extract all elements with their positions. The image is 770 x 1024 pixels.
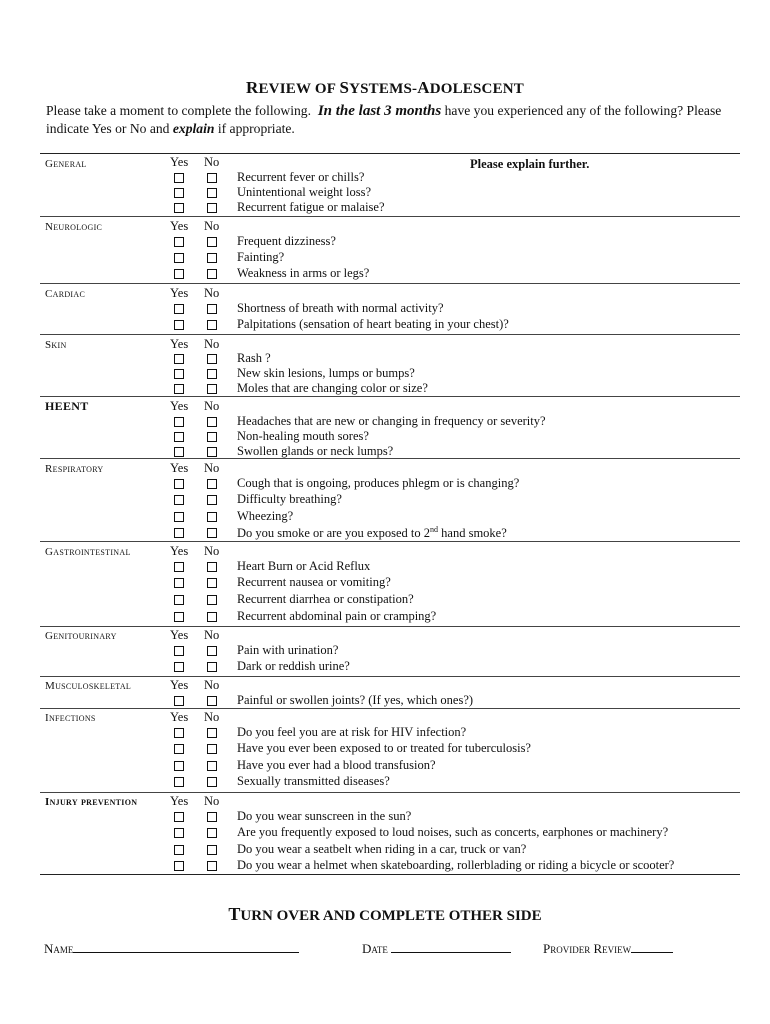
question-row: Wheezing?: [40, 509, 740, 525]
question-row: Pain with urination?: [40, 643, 740, 659]
no-checkbox[interactable]: [207, 253, 217, 263]
no-checkbox[interactable]: [207, 173, 217, 183]
yes-checkbox[interactable]: [174, 812, 184, 822]
no-checkbox[interactable]: [207, 761, 217, 771]
section-genitourinary: [40, 626, 740, 677]
yes-checkbox[interactable]: [174, 354, 184, 364]
question-row: Frequent dizziness?: [40, 234, 740, 250]
question-row: Fainting?: [40, 250, 740, 266]
no-checkbox[interactable]: [207, 528, 217, 538]
yes-checkbox[interactable]: [174, 744, 184, 754]
section-heent: [40, 396, 740, 459]
yes-checkbox[interactable]: [174, 188, 184, 198]
section-general: [40, 154, 740, 216]
yes-checkbox[interactable]: [174, 417, 184, 427]
question-row: Unintentional weight loss?: [40, 185, 740, 201]
yes-no-header: Yes No: [170, 155, 220, 169]
yes-checkbox[interactable]: [174, 761, 184, 771]
turn-over-notice: TURN OVER AND COMPLETE OTHER SIDE: [228, 904, 542, 924]
yes-checkbox[interactable]: [174, 253, 184, 263]
question-row: Recurrent diarrhea or constipation?: [40, 592, 740, 608]
provider-review-field[interactable]: Provider Review: [543, 940, 673, 957]
yes-checkbox[interactable]: [174, 304, 184, 314]
no-checkbox[interactable]: [207, 578, 217, 588]
yes-checkbox[interactable]: [174, 447, 184, 457]
name-line[interactable]: [73, 940, 299, 953]
yes-checkbox[interactable]: [174, 662, 184, 672]
question-row: Have you ever had a blood transfusion?: [40, 758, 740, 774]
question-row: Painful or swollen joints? (If yes, which ones?): [40, 693, 740, 709]
yes-checkbox[interactable]: [174, 237, 184, 247]
no-checkbox[interactable]: [207, 479, 217, 489]
yes-checkbox[interactable]: [174, 269, 184, 279]
yes-checkbox[interactable]: [174, 528, 184, 538]
yes-checkbox[interactable]: [174, 595, 184, 605]
question-row: Swollen glands or neck lumps?: [40, 444, 740, 460]
no-checkbox[interactable]: [207, 646, 217, 656]
provider-review-line[interactable]: [631, 940, 673, 953]
question-row: Do you wear sunscreen in the sun?: [40, 809, 740, 825]
yes-checkbox[interactable]: [174, 479, 184, 489]
yes-checkbox[interactable]: [174, 578, 184, 588]
no-checkbox[interactable]: [207, 845, 217, 855]
section-injury-prevention: [40, 792, 740, 874]
no-checkbox[interactable]: [207, 188, 217, 198]
question-row: Do you wear a seatbelt when riding in a car, truck or van?: [40, 842, 740, 858]
section-label: General: [45, 158, 87, 170]
yes-no-header: Yes No: [170, 628, 220, 642]
question-row: Rash ?: [40, 351, 740, 367]
no-checkbox[interactable]: [207, 728, 217, 738]
no-checkbox[interactable]: [207, 237, 217, 247]
no-checkbox[interactable]: [207, 812, 217, 822]
question-row: Sexually transmitted diseases?: [40, 774, 740, 790]
yes-checkbox[interactable]: [174, 384, 184, 394]
question-row: Are you frequently exposed to loud noises, such as concerts, earphones or machinery?: [40, 825, 740, 841]
question-row: Do you smoke or are you exposed to 2nd hand smoke?: [40, 525, 740, 541]
no-checkbox[interactable]: [207, 320, 217, 330]
yes-no-header: Yes No: [170, 678, 220, 692]
section-label: Gastrointestinal: [45, 546, 131, 558]
yes-checkbox[interactable]: [174, 562, 184, 572]
yes-checkbox[interactable]: [174, 432, 184, 442]
yes-checkbox[interactable]: [174, 646, 184, 656]
section-neurologic: [40, 216, 740, 283]
yes-checkbox[interactable]: [174, 845, 184, 855]
yes-checkbox[interactable]: [174, 612, 184, 622]
no-checkbox[interactable]: [207, 828, 217, 838]
question-row: Have you ever been exposed to or treated for tuberculosis?: [40, 741, 740, 757]
section-label: Cardiac: [45, 288, 86, 300]
section-gastrointestinal: [40, 541, 740, 626]
section-infections: [40, 708, 740, 793]
yes-checkbox[interactable]: [174, 495, 184, 505]
question-row: Recurrent nausea or vomiting?: [40, 575, 740, 591]
no-checkbox[interactable]: [207, 777, 217, 787]
question-row: Headaches that are new or changing in frequency or severity?: [40, 414, 740, 430]
question-row: Dark or reddish urine?: [40, 659, 740, 675]
no-checkbox[interactable]: [207, 662, 217, 672]
yes-checkbox[interactable]: [174, 696, 184, 706]
question-row: Do you wear a helmet when skateboarding, rollerblading or riding a bicycle or scooter?: [40, 858, 740, 874]
section-label: Respiratory: [45, 463, 104, 475]
no-checkbox[interactable]: [207, 304, 217, 314]
section-label: Skin: [45, 339, 67, 351]
yes-checkbox[interactable]: [174, 173, 184, 183]
no-checkbox[interactable]: [207, 432, 217, 442]
question-row: Difficulty breathing?: [40, 492, 740, 508]
question-row: Recurrent abdominal pain or cramping?: [40, 609, 740, 625]
time-frame-emphasis: In the last 3 months: [317, 103, 442, 119]
section-musculoskeletal: [40, 676, 740, 709]
no-checkbox[interactable]: [207, 203, 217, 213]
date-field[interactable]: Date: [362, 940, 511, 957]
name-signature-field[interactable]: Name: [44, 940, 299, 957]
no-checkbox[interactable]: [207, 562, 217, 572]
explain-column-header: Please explain further.: [470, 157, 590, 171]
yes-no-header: Yes No: [170, 399, 220, 413]
section-label: Musculoskeletal: [45, 680, 132, 692]
instructions: Please take a moment to complete the following. In the last 3 months have you experienced any of the following? Please indicate Yes or No and explain if appropriate.: [46, 103, 722, 136]
section-label: Infections: [45, 712, 96, 724]
question-row: Recurrent fatigue or malaise?: [40, 200, 740, 216]
yes-no-header: Yes No: [170, 794, 220, 808]
yes-no-header: Yes No: [170, 710, 220, 724]
yes-checkbox[interactable]: [174, 512, 184, 522]
yes-checkbox[interactable]: [174, 777, 184, 787]
date-line[interactable]: [391, 940, 511, 953]
question-row: New skin lesions, lumps or bumps?: [40, 366, 740, 382]
question-row: Do you feel you are at risk for HIV infection?: [40, 725, 740, 741]
no-checkbox[interactable]: [207, 447, 217, 457]
section-label: Injury prevention: [45, 796, 138, 808]
section-label: Genitourinary: [45, 630, 117, 642]
yes-no-header: Yes No: [170, 461, 220, 475]
yes-checkbox[interactable]: [174, 861, 184, 871]
yes-no-header: Yes No: [170, 337, 220, 351]
question-row: Recurrent fever or chills?: [40, 170, 740, 186]
question-row: Shortness of breath with normal activity?: [40, 301, 740, 317]
yes-checkbox[interactable]: [174, 320, 184, 330]
no-checkbox[interactable]: [207, 354, 217, 364]
yes-no-header: Yes No: [170, 286, 220, 300]
yes-no-header: Yes No: [170, 544, 220, 558]
yes-checkbox[interactable]: [174, 728, 184, 738]
section-skin: [40, 334, 740, 397]
no-checkbox[interactable]: [207, 696, 217, 706]
question-row: Cough that is ongoing, produces phlegm or is changing?: [40, 476, 740, 492]
no-checkbox[interactable]: [207, 861, 217, 871]
question-row: Palpitations (sensation of heart beating in your chest)?: [40, 317, 740, 333]
yes-checkbox[interactable]: [174, 828, 184, 838]
yes-checkbox[interactable]: [174, 369, 184, 379]
question-row: Weakness in arms or legs?: [40, 266, 740, 282]
no-checkbox[interactable]: [207, 384, 217, 394]
section-cardiac: [40, 283, 740, 334]
no-checkbox[interactable]: [207, 269, 217, 279]
section-label: HEENT: [45, 399, 89, 413]
question-row: Non-healing mouth sores?: [40, 429, 740, 445]
no-checkbox[interactable]: [207, 595, 217, 605]
yes-checkbox[interactable]: [174, 203, 184, 213]
no-checkbox[interactable]: [207, 495, 217, 505]
question-row: Moles that are changing color or size?: [40, 381, 740, 397]
no-checkbox[interactable]: [207, 512, 217, 522]
yes-no-header: Yes No: [170, 219, 220, 233]
no-checkbox[interactable]: [207, 417, 217, 427]
question-row: Heart Burn or Acid Reflux: [40, 559, 740, 575]
page-title: REVIEW OF SYSTEMS-ADOLESCENT: [245, 78, 525, 97]
no-checkbox[interactable]: [207, 612, 217, 622]
no-checkbox[interactable]: [207, 369, 217, 379]
section-respiratory: [40, 458, 740, 542]
section-label: Neurologic: [45, 221, 103, 233]
no-checkbox[interactable]: [207, 744, 217, 754]
